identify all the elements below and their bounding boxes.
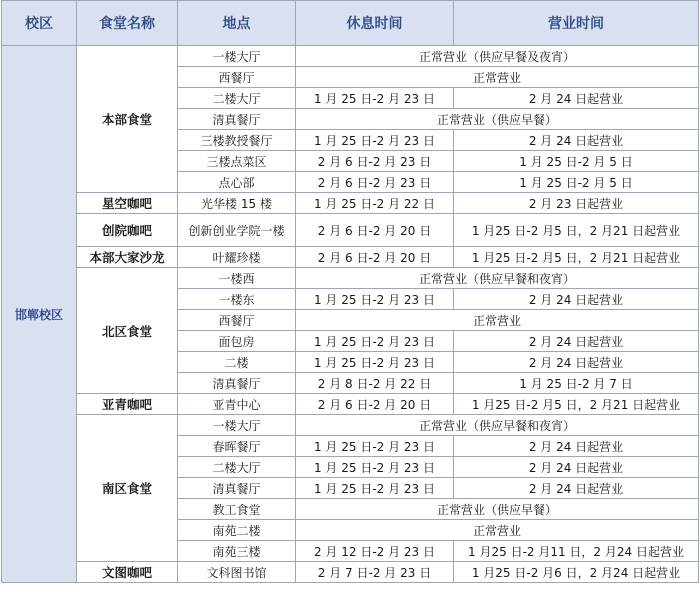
business-hours-cell: 1 月25 日-2 月5 日，2 月21 日起营业 — [454, 247, 699, 268]
location-cell: 一楼西 — [178, 268, 296, 289]
status-merged-cell: 正常营业 — [296, 520, 699, 541]
business-hours-cell: 2 月 24 日起营业 — [454, 478, 699, 499]
table-row — [2, 214, 699, 247]
rest-time-cell: 1 月 25 日-2 月 23 日 — [296, 130, 454, 151]
table-row — [2, 46, 699, 67]
location-cell: 西餐厅 — [178, 67, 296, 88]
canteen-name-cell: 亚青咖吧 — [77, 394, 178, 415]
rest-time-cell: 2 月 6 日-2 月 20 日 — [296, 214, 454, 247]
location-cell: 三楼点菜区 — [178, 151, 296, 172]
header-campus: 校区 — [2, 1, 77, 46]
table-row — [2, 247, 699, 268]
location-cell: 南苑二楼 — [178, 520, 296, 541]
business-hours-cell: 1 月25 日-2 月5 日，2 月21 日起营业 — [454, 394, 699, 415]
rest-time-cell: 1 月 25 日-2 月 23 日 — [296, 436, 454, 457]
table-body — [2, 46, 699, 583]
location-cell: 一楼东 — [178, 289, 296, 310]
header-canteen-name: 食堂名称 — [77, 1, 178, 46]
table-row — [2, 415, 699, 436]
canteen-name-cell: 北区食堂 — [77, 268, 178, 394]
location-cell: 春晖餐厅 — [178, 436, 296, 457]
business-hours-cell: 2 月 24 日起营业 — [454, 331, 699, 352]
canteen-schedule-table — [1, 0, 699, 583]
rest-time-cell: 1 月 25 日-2 月 23 日 — [296, 352, 454, 373]
rest-time-cell: 2 月 6 日-2 月 20 日 — [296, 394, 454, 415]
table-row — [2, 268, 699, 289]
rest-time-cell: 2 月 6 日-2 月 20 日 — [296, 247, 454, 268]
status-merged-cell: 正常营业（供应早餐和夜宵） — [296, 268, 699, 289]
rest-time-cell: 2 月 6 日-2 月 23 日 — [296, 151, 454, 172]
business-hours-cell: 2 月 23 日起营业 — [454, 193, 699, 214]
table-row — [2, 193, 699, 214]
business-hours-cell: 1 月25 日-2 月5 日，2 月21 日起营业 — [454, 214, 699, 247]
status-merged-cell: 正常营业（供应早餐） — [296, 109, 699, 130]
location-cell: 教工食堂 — [178, 499, 296, 520]
business-hours-cell: 2 月 24 日起营业 — [454, 352, 699, 373]
business-hours-cell: 2 月 24 日起营业 — [454, 130, 699, 151]
status-merged-cell: 正常营业（供应早餐及夜宵） — [296, 46, 699, 67]
header-row — [2, 1, 699, 46]
header-rest-time: 休息时间 — [296, 1, 454, 46]
campus-cell: 邯郸校区 — [2, 46, 77, 583]
location-cell: 二楼大厅 — [178, 88, 296, 109]
location-cell: 清真餐厅 — [178, 478, 296, 499]
business-hours-cell: 2 月 24 日起营业 — [454, 289, 699, 310]
canteen-name-cell: 星空咖吧 — [77, 193, 178, 214]
rest-time-cell: 1 月 25 日-2 月 23 日 — [296, 88, 454, 109]
business-hours-cell: 1 月 25 日-2 月 7 日 — [454, 373, 699, 394]
table-row — [2, 562, 699, 583]
rest-time-cell: 1 月 25 日-2 月 23 日 — [296, 331, 454, 352]
location-cell: 面包房 — [178, 331, 296, 352]
location-cell: 一楼大厅 — [178, 415, 296, 436]
business-hours-cell: 2 月 24 日起营业 — [454, 457, 699, 478]
business-hours-cell: 1 月 25 日-2 月 5 日 — [454, 151, 699, 172]
business-hours-cell: 1 月 25 日-2 月 5 日 — [454, 172, 699, 193]
location-cell: 三楼教授餐厅 — [178, 130, 296, 151]
location-cell: 南苑三楼 — [178, 541, 296, 562]
rest-time-cell: 1 月 25 日-2 月 22 日 — [296, 193, 454, 214]
status-merged-cell: 正常营业（供应早餐） — [296, 499, 699, 520]
location-cell: 西餐厅 — [178, 310, 296, 331]
canteen-name-cell: 南区食堂 — [77, 415, 178, 562]
location-cell: 清真餐厅 — [178, 109, 296, 130]
rest-time-cell: 1 月 25 日-2 月 23 日 — [296, 289, 454, 310]
location-cell: 二楼 — [178, 352, 296, 373]
rest-time-cell: 2 月 6 日-2 月 23 日 — [296, 172, 454, 193]
business-hours-cell: 1 月25 日-2 月11 日，2 月24 日起营业 — [454, 541, 699, 562]
location-cell: 二楼大厅 — [178, 457, 296, 478]
header-business-hours: 营业时间 — [454, 1, 699, 46]
business-hours-cell: 2 月 24 日起营业 — [454, 436, 699, 457]
rest-time-cell: 1 月 25 日-2 月 23 日 — [296, 478, 454, 499]
location-cell: 文科图书馆 — [178, 562, 296, 583]
rest-time-cell: 2 月 7 日-2 月 23 日 — [296, 562, 454, 583]
location-cell: 创新创业学院一楼 — [178, 214, 296, 247]
header-location: 地点 — [178, 1, 296, 46]
rest-time-cell: 1 月 25 日-2 月 23 日 — [296, 457, 454, 478]
business-hours-cell: 1 月25 日-2 月6 日，2 月24 日起营业 — [454, 562, 699, 583]
location-cell: 清真餐厅 — [178, 373, 296, 394]
canteen-name-cell: 本部大家沙龙 — [77, 247, 178, 268]
canteen-name-cell: 文图咖吧 — [77, 562, 178, 583]
location-cell: 叶耀珍楼 — [178, 247, 296, 268]
location-cell: 亚青中心 — [178, 394, 296, 415]
status-merged-cell: 正常营业 — [296, 310, 699, 331]
status-merged-cell: 正常营业（供应早餐和夜宵） — [296, 415, 699, 436]
rest-time-cell: 2 月 12 日-2 月 23 日 — [296, 541, 454, 562]
status-merged-cell: 正常营业 — [296, 67, 699, 88]
business-hours-cell: 2 月 24 日起营业 — [454, 88, 699, 109]
canteen-name-cell: 创院咖吧 — [77, 214, 178, 247]
rest-time-cell: 2 月 8 日-2 月 22 日 — [296, 373, 454, 394]
location-cell: 一楼大厅 — [178, 46, 296, 67]
table-row — [2, 394, 699, 415]
location-cell: 光华楼 15 楼 — [178, 193, 296, 214]
canteen-name-cell: 本部食堂 — [77, 46, 178, 193]
location-cell: 点心部 — [178, 172, 296, 193]
